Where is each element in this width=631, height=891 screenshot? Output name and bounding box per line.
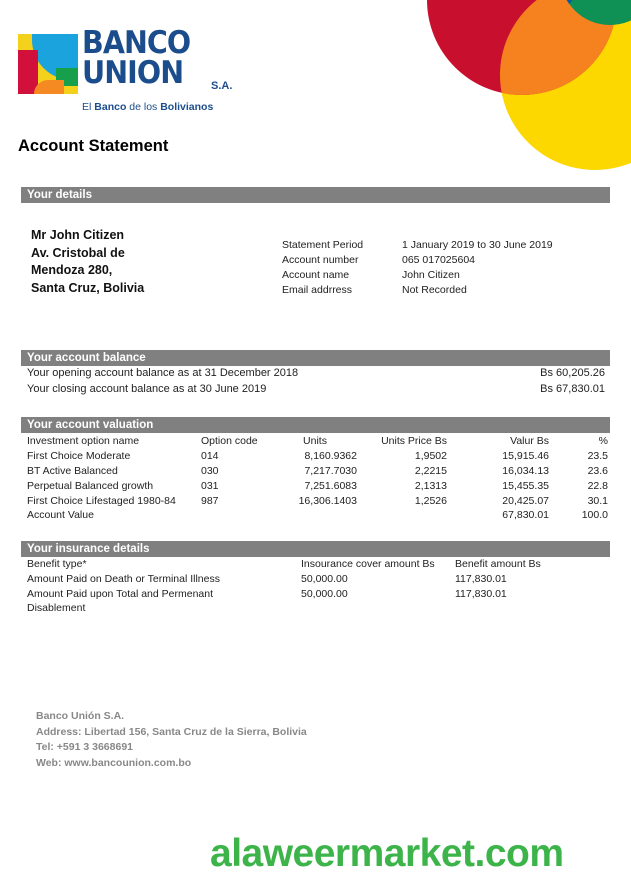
account-name-value: John Citizen (402, 269, 460, 281)
address-line: Santa Cruz, Bolivia (31, 280, 145, 295)
value: 16,034.13 (502, 464, 549, 477)
closing-balance-label: Your closing account balance as at 30 June 2019 (27, 383, 267, 395)
address-line: Mendoza 280, (31, 263, 113, 277)
option-name: Perpetual Balanced growth (27, 479, 154, 492)
benefit-type: Amount Paid upon Total and Permenant (27, 587, 214, 600)
opening-balance-label: Your opening account balance as at 31 December 2018 (27, 367, 299, 379)
units: 16,306.1403 (298, 494, 357, 507)
percent: 30.1 (587, 494, 608, 507)
table-row (25, 493, 610, 508)
footer-address: Address: Libertad 156, Santa Cruz de la Sierra, Bolivia (36, 725, 307, 738)
benefit-type: Amount Paid on Death or Terminal Illness (27, 572, 220, 585)
page-title: Account Statement (18, 137, 169, 155)
logo-mark-orange (34, 80, 64, 94)
logo-tagline (82, 101, 213, 113)
table-row (25, 478, 610, 493)
option-code: 987 (201, 494, 219, 507)
table-row-continuation (25, 602, 593, 617)
tagline-bold-1: Banco (94, 101, 127, 113)
empty-cell (199, 508, 271, 523)
option-name: BT Active Balanced (27, 464, 118, 477)
column-header: Investment option name (27, 435, 140, 448)
customer-address (31, 227, 144, 297)
closing-balance-row (27, 383, 605, 395)
section-header-insurance: Your insurance details (21, 541, 610, 557)
option-code: 014 (201, 450, 219, 463)
column-header: Valur Bs (510, 435, 549, 448)
table-header-row (25, 434, 610, 449)
watermark-text: alaweermarket.com (210, 832, 564, 875)
account-field-values (402, 238, 553, 298)
account-number-value: 065 017025604 (402, 254, 475, 266)
bank-footer (36, 709, 307, 771)
tagline-mid: de los (126, 101, 161, 113)
percent: 22.8 (587, 479, 608, 492)
tagline-prefix: El (82, 101, 95, 113)
value: 20,425.07 (502, 494, 549, 507)
table-row (25, 464, 610, 479)
logo-mark-icon (18, 34, 78, 94)
column-header: Benefit type* (27, 558, 87, 570)
table-row (25, 588, 593, 603)
percent: 23.6 (587, 464, 608, 477)
option-code: 030 (201, 464, 219, 477)
statement-period-label: Statement Period (282, 239, 364, 251)
bank-logo (18, 25, 248, 119)
column-header: Insourance cover amount Bs (301, 558, 435, 570)
column-header: Benefit amount Bs (455, 558, 541, 570)
opening-balance-row (27, 367, 605, 379)
logo-wordmark (82, 25, 191, 91)
section-header-details: Your details (21, 187, 610, 203)
logo-line-1: BANCO (82, 25, 191, 61)
percent: 23.5 (587, 450, 608, 463)
footer-bank-name: Banco Unión S.A. (36, 710, 125, 722)
column-header: Option code (201, 435, 258, 448)
option-name: First Choice Moderate (27, 450, 131, 463)
address-line: Mr John Citizen (31, 228, 125, 242)
unit-price: 2,2215 (414, 464, 447, 477)
account-number-label: Account number (282, 254, 359, 266)
units: 7,251.6083 (304, 479, 357, 492)
value: 15,915.46 (502, 450, 549, 463)
account-value-percent: 100.0 (581, 509, 608, 522)
units: 7,217.7030 (304, 464, 357, 477)
account-field-labels (282, 238, 363, 298)
benefit-amount: 117,830.01 (455, 572, 507, 585)
statement-period-value: 1 January 2019 to 30 June 2019 (402, 239, 553, 251)
logo-suffix: S.A. (211, 80, 233, 92)
column-header: Units (303, 435, 327, 448)
account-name-label: Account name (282, 269, 350, 281)
address-line: Av. Cristobal de (31, 245, 125, 260)
empty-cell (453, 602, 593, 617)
cover-amount: 50,000.00 (301, 587, 348, 600)
empty-cell (359, 508, 449, 523)
table-row (25, 449, 610, 464)
tagline-bold-2: Bolivianos (160, 101, 214, 113)
insurance-table (25, 558, 593, 617)
table-header-row (25, 558, 593, 573)
column-header: % (598, 435, 608, 448)
option-code: 031 (201, 479, 219, 492)
section-header-balance: Your account balance (21, 350, 610, 366)
closing-balance-value: Bs 67,830.01 (540, 383, 605, 395)
email-address-label: Email addrress (282, 284, 353, 296)
cover-amount: 50,000.00 (301, 572, 348, 585)
valuation-table (25, 434, 610, 523)
account-value-total: 67,830.01 (502, 509, 549, 522)
empty-cell (271, 508, 359, 523)
email-address-value: Not Recorded (402, 284, 467, 296)
opening-balance-value: Bs 60,205.26 (540, 367, 605, 379)
unit-price: 1,9502 (414, 450, 447, 463)
logo-line-2: UNION (82, 55, 184, 91)
benefit-amount: 117,830.01 (455, 587, 507, 600)
units: 8,160.9362 (304, 450, 357, 463)
empty-cell (299, 602, 453, 617)
table-row (25, 573, 593, 588)
footer-phone: Tel: +591 3 3668691 (36, 741, 134, 754)
section-header-valuation: Your account valuation (21, 417, 610, 433)
unit-price: 1,2526 (414, 494, 447, 507)
unit-price: 2,1313 (414, 479, 447, 492)
option-name: First Choice Lifestaged 1980-84 (27, 494, 176, 507)
value: 15,455.35 (502, 479, 549, 492)
footer-website: Web: www.bancounion.com.bo (36, 756, 192, 769)
total-row (25, 508, 610, 523)
column-header: Units Price Bs (381, 435, 447, 448)
benefit-type-continuation: Disablement (27, 602, 86, 615)
account-value-label: Account Value (27, 509, 94, 522)
